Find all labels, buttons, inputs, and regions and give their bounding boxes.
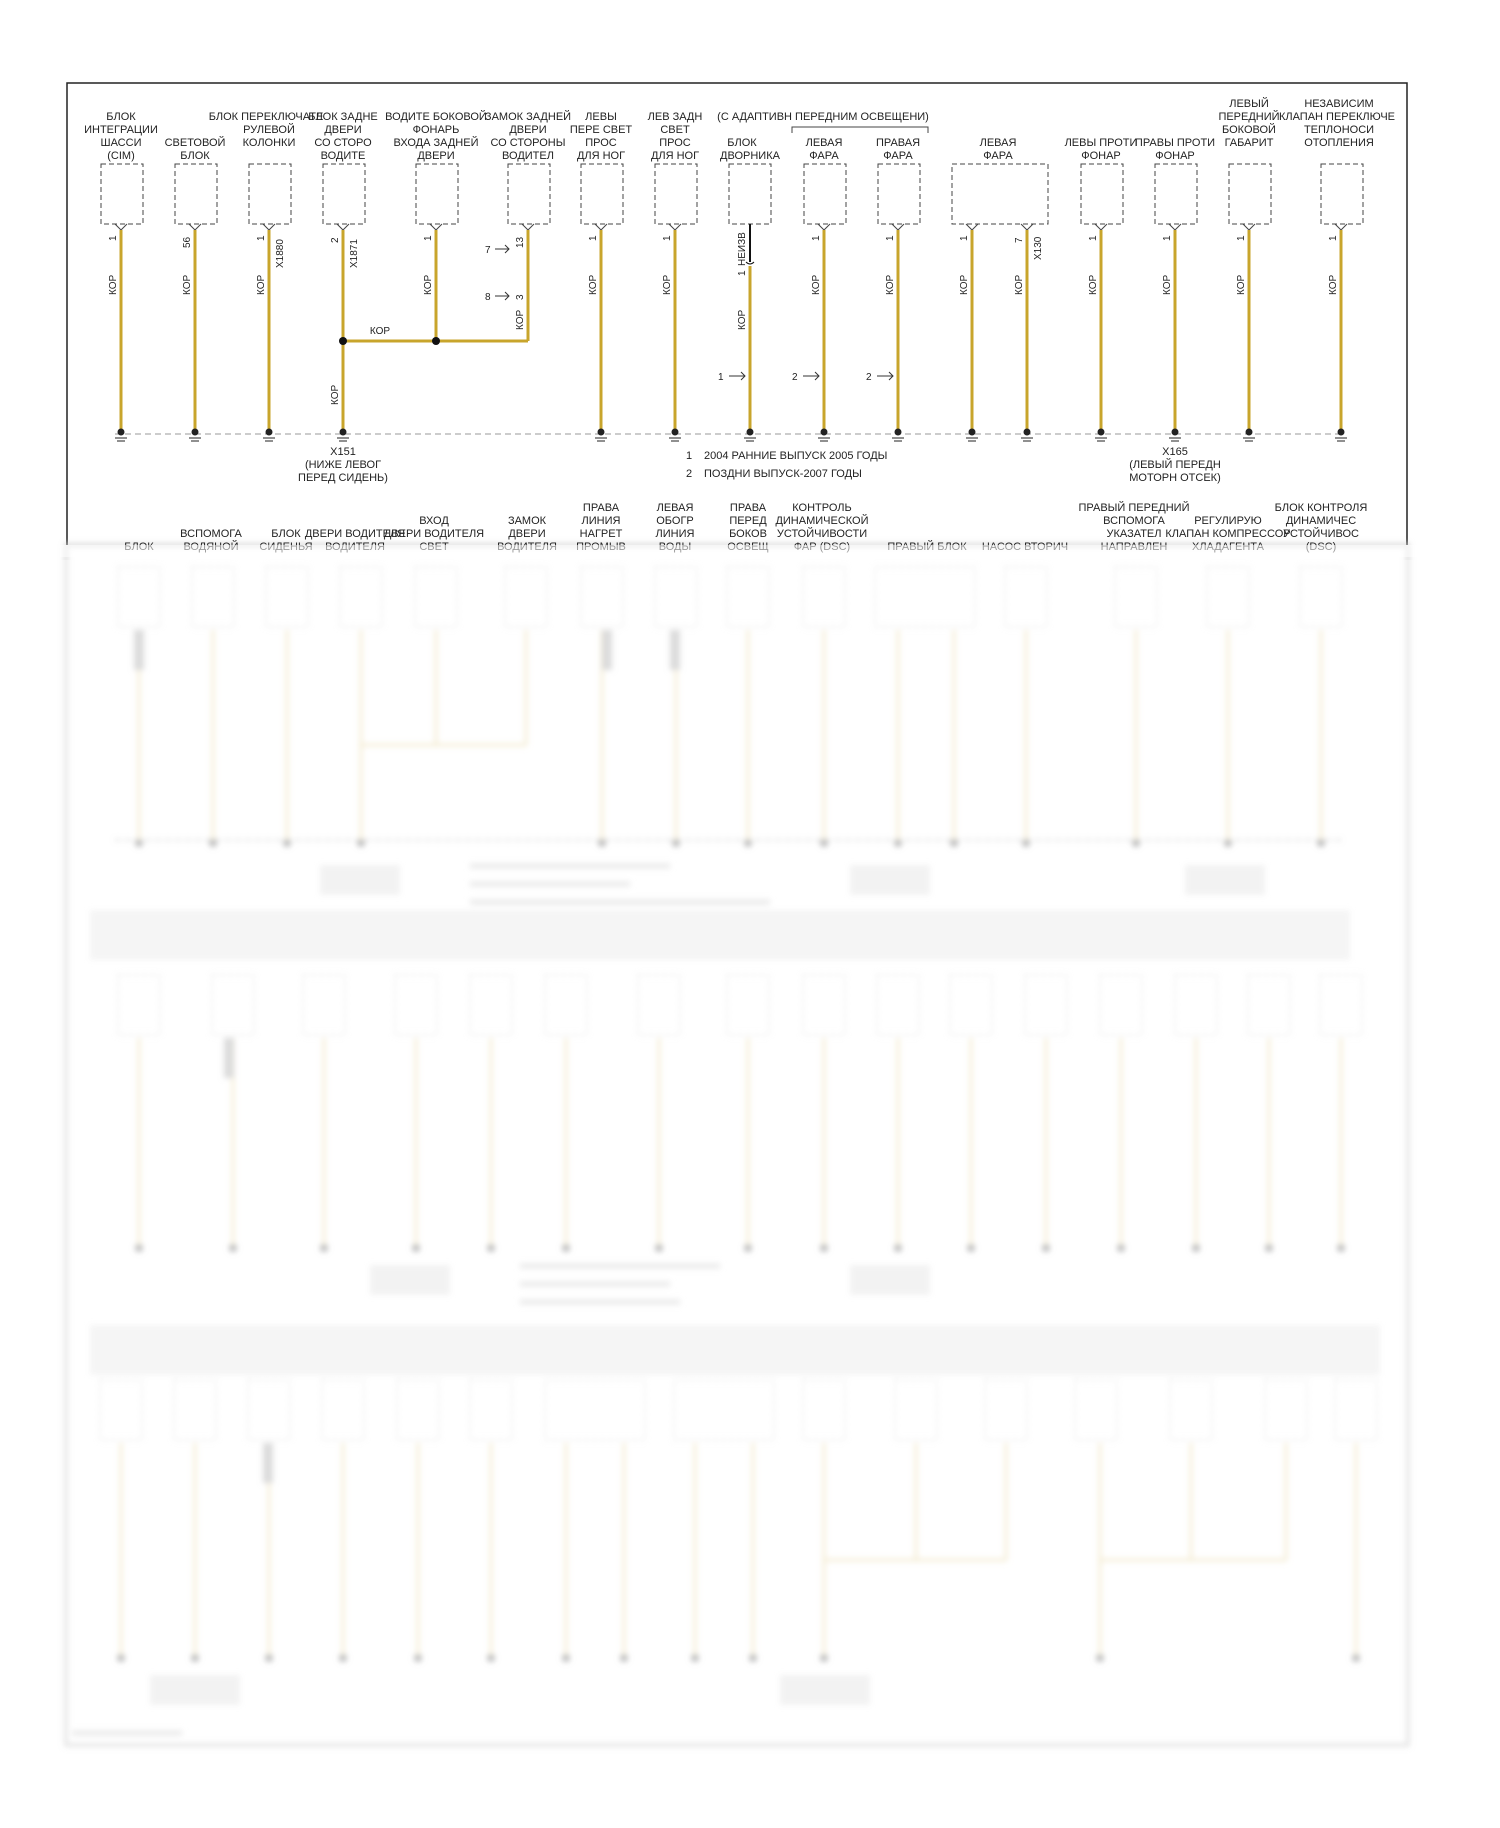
label: ДВЕРИ [417, 150, 455, 162]
label: ВХОД [419, 515, 449, 527]
label: ДЛЯ НОГ [650, 150, 700, 162]
wire-color-label: КОР [662, 274, 673, 295]
component-right-headlamp [866, 137, 920, 430]
ground-icon [337, 429, 349, 441]
label: ГАБАРИТ [1224, 137, 1274, 149]
pin-label: 1 [423, 235, 434, 241]
component-steering-switch [209, 111, 324, 430]
component-box [1229, 164, 1271, 224]
label: БЛОК [180, 150, 210, 162]
ground-icon [1335, 429, 1347, 441]
label: НАГРЕТ [579, 528, 623, 540]
ground-x165-location: (ЛЕВЫЙ ПЕРЕДН [1129, 459, 1221, 471]
wire-color-label: КОР [369, 326, 391, 337]
label: ДВЕРИ [509, 124, 547, 136]
ground-icon [1243, 429, 1255, 441]
label: ПЕРЕД [729, 515, 767, 527]
label: ЛЕВАЯ [805, 137, 843, 149]
label: ЛЕВЫЙ [1229, 98, 1269, 110]
label: ДВЕРИ [324, 124, 362, 136]
pin-label: 3 [515, 294, 526, 300]
header-bracket [792, 127, 928, 133]
note-number: 2 [686, 468, 693, 480]
label: ЛЕВЫ ПРОТИ [1064, 137, 1138, 149]
label: ДВЕРИ ВОДИТЕЛЯ [383, 528, 485, 540]
component-side-lamp [385, 110, 487, 341]
arrow-icon [495, 245, 509, 253]
component-left-fog-lamp [1065, 137, 1138, 430]
arrow-icon [877, 372, 893, 380]
wire-color-label: КОР [423, 274, 434, 295]
connector-label: X1871 [349, 239, 360, 268]
label: БОКОВОЙ [1222, 124, 1276, 136]
ground-x151-location: (НИЖЕ ЛЕВОГ [304, 459, 382, 471]
component-box [878, 164, 920, 224]
pin-label: 1 [1328, 235, 1339, 241]
ground-icon [1021, 429, 1033, 441]
splice-junction [339, 326, 528, 345]
connector-label: X1880 [275, 239, 286, 268]
label: ЗАМОК ЗАДНЕЙ [484, 111, 572, 123]
label: ШАССИ [100, 137, 142, 149]
component-rear-lock [485, 110, 571, 341]
wire-color-label: КОР [108, 274, 119, 295]
label: СО СТОРОНЫ [490, 137, 566, 149]
note-marker: 8 [485, 292, 491, 303]
label: КЛАПАН ПЕРЕКЛЮЧЕ [1278, 111, 1396, 123]
connector-label: X130 [1033, 236, 1044, 260]
label: УКАЗАТЕЛ [1106, 528, 1162, 540]
pin-label: 2 [330, 237, 341, 243]
component-box [508, 164, 550, 224]
note-text: 2004 РАННИЕ ВЫПУСК 2005 ГОДЫ [704, 450, 888, 462]
label: ИНТЕГРАЦИИ [84, 124, 158, 136]
component-heater-valve [1279, 98, 1395, 430]
label: ДВЕРИ [508, 528, 546, 540]
label: ВОДИТЕ БОКОВОЙ [385, 111, 487, 123]
pin-chevron [1021, 224, 1033, 230]
component-wiper-block [718, 137, 781, 430]
ground-icon [818, 429, 830, 441]
pin-label: 1 [959, 235, 970, 241]
ground-x165-location: МОТОРН ОТСЕК) [1129, 472, 1221, 484]
label: ЗАМОК [507, 515, 547, 527]
pin-label: 1 [256, 235, 267, 241]
pin-label: 1 [1162, 235, 1173, 241]
ground-icon [189, 429, 201, 441]
label: КЛАПАН КОМПРЕССОР [1165, 528, 1291, 540]
ground-x165-label: X165 [1162, 446, 1188, 458]
component-left-foot-light [570, 111, 633, 430]
component-left-headlamp-2 [952, 137, 1048, 430]
note-marker: 7 [485, 245, 491, 256]
component-box [101, 164, 143, 224]
label: ЛИНИЯ [655, 528, 695, 540]
splice-dot [432, 337, 440, 345]
label: ПРАВЫЙ ПЕРЕДНИЙ [1078, 502, 1190, 514]
component-box [323, 164, 365, 224]
label: БЛОК ЗАДНЕ [308, 111, 378, 123]
label: ФОНАР [1081, 150, 1121, 162]
ground-x151-location: ПЕРЕД СИДЕНЬ) [298, 472, 388, 484]
note-marker: 2 [866, 372, 872, 383]
label: НЕЗАВИСИМ [1304, 98, 1374, 110]
label: ОБОГР [656, 515, 694, 527]
pin-chevron [1095, 224, 1107, 230]
label: БЛОК [727, 137, 757, 149]
label: РЕГУЛИРУЮ [1194, 515, 1262, 527]
pin-chevron [818, 224, 830, 230]
arrow-icon [495, 292, 509, 300]
note-text: ПОЗДНИ ВЫПУСК-2007 ГОДЫ [704, 468, 862, 480]
wire-color-label: КОР [1162, 274, 1173, 295]
wire-color-label: КОР [330, 384, 341, 405]
label: БЛОК ПЕРЕКЛЮЧАТЕ [208, 111, 324, 123]
note-number: 1 [686, 450, 693, 462]
label: ПРАВА [729, 502, 767, 514]
component-box [416, 164, 458, 224]
label: (CIM) [107, 150, 135, 162]
pin-chevron [263, 224, 275, 230]
splice-dot [339, 337, 347, 345]
pin-label: 1 [1236, 235, 1247, 241]
pin-chevron [669, 224, 681, 230]
ground-symbols [115, 429, 1347, 441]
label: ПРОС [585, 137, 617, 149]
ground-icon [1169, 429, 1181, 441]
ground-icon [669, 429, 681, 441]
pin-label: 56 [182, 236, 193, 248]
ground-icon [1095, 429, 1107, 441]
wire-color-label: КОР [1088, 274, 1099, 295]
note-marker: 1 [718, 372, 724, 383]
pin-chevron [337, 224, 349, 230]
component-box [655, 164, 697, 224]
pin-label: 7 [1014, 237, 1025, 243]
pin-label: 1 [108, 235, 119, 241]
label: ТЕПЛОНОСИ [1303, 124, 1375, 136]
component-box [249, 164, 291, 224]
wire-color-label: КОР [959, 274, 970, 295]
pin-label: 1 [1088, 235, 1099, 241]
label: ОТОПЛЕНИЯ [1304, 137, 1374, 149]
component-box [581, 164, 623, 224]
wire-color-label: КОР [885, 274, 896, 295]
label: ФОНАРЬ [412, 124, 460, 136]
label: ПРАВЫ ПРОТИ [1134, 137, 1216, 149]
pin-label: 1 [885, 235, 896, 241]
pin-chevron [115, 224, 127, 230]
wire-color-label: КОР [515, 309, 526, 330]
pin-label: 13 [515, 236, 526, 248]
wire-color-label: КОР [1236, 274, 1247, 295]
arrow-icon [803, 372, 819, 380]
label: БЛОК КОНТРОЛЯ [1274, 502, 1368, 514]
washout-overlay [60, 560, 1420, 1760]
pin-label: 1 [662, 235, 673, 241]
pin-chevron [892, 224, 904, 230]
pin-chevron [1243, 224, 1255, 230]
wire-color-label: КОР [182, 274, 193, 295]
pin-label: 1 [588, 235, 599, 241]
label: СВЕТОВОЙ [164, 137, 226, 149]
label: ВХОДА ЗАДНЕЙ [393, 137, 479, 149]
label: ЛЕВЫ [585, 111, 617, 123]
component-box [1081, 164, 1123, 224]
label: УСТОЙЧИВОС [1283, 528, 1359, 540]
adaptive-header: (С АДАПТИВН ПЕРЕДНИМ ОСВЕЩЕНИ) [717, 111, 929, 123]
component-box [804, 164, 846, 224]
label: ПРАВАЯ [875, 137, 921, 149]
pin-chevron [595, 224, 607, 230]
component-light-block [165, 136, 226, 430]
label: ЛИНИЯ [581, 515, 621, 527]
label: ФОНАР [1155, 150, 1195, 162]
label: ВОДИТЕЛ [502, 150, 554, 162]
label: ПЕРЕ СВЕТ [569, 124, 633, 136]
label: ДИНАМИЧЕСКОЙ [775, 515, 869, 527]
component-box [1321, 164, 1363, 224]
label: ВОДИТЕ [320, 150, 366, 162]
label: ЛЕВАЯ [656, 502, 694, 514]
wire-color-label: НЕИЗВ [737, 232, 748, 266]
ground-icon [263, 429, 275, 441]
label: СО СТОРО [314, 137, 372, 149]
ground-icon [966, 429, 978, 441]
pin-chevron [430, 224, 442, 230]
ground-x151-label: X151 [330, 446, 356, 458]
label: ПРОС [659, 137, 691, 149]
ground-icon [595, 429, 607, 441]
wire-color-label: КОР [256, 274, 267, 295]
label: ВСПОМОГА [1103, 515, 1165, 527]
component-left-side-marker [1218, 97, 1279, 430]
label: ДЛЯ НОГ [576, 150, 626, 162]
label: ДВЕРИ ВОДИТЕЛЯ [304, 528, 406, 540]
pin-chevron [1169, 224, 1181, 230]
label: КОЛОНКИ [242, 137, 296, 149]
label: ФАРА [983, 150, 1013, 162]
label: ЛЕВАЯ [979, 137, 1017, 149]
label: РУЛЕВОЙ [243, 124, 295, 136]
wire-color-label: КОР [1014, 274, 1025, 295]
label: СВЕТ [660, 124, 690, 136]
label: БОКОВ [729, 528, 767, 540]
label: ПРАВА [582, 502, 620, 514]
component-left-headlamp [792, 137, 846, 430]
label: ПЕРЕДНИЙ [1218, 111, 1280, 123]
wire-color-label: КОР [737, 309, 748, 330]
label: БЛОК [106, 111, 136, 123]
component-left-rear-foot-light [648, 111, 703, 430]
label: ЛЕВ ЗАДН [647, 111, 703, 123]
label: ДИНАМИЧЕС [1285, 515, 1357, 527]
component-rear-door-block [308, 111, 378, 430]
pin-chevron [1335, 224, 1347, 230]
component-box [175, 164, 217, 224]
pin-chevron [522, 224, 534, 230]
wire-color-label: КОР [811, 274, 822, 295]
note-marker: 2 [792, 372, 798, 383]
component-box [952, 164, 1048, 224]
pin-chevron [966, 224, 978, 230]
arrow-icon [729, 372, 745, 380]
ground-icon [115, 429, 127, 441]
label: ДВОРНИКА [720, 150, 780, 162]
label: ВСПОМОГА [180, 528, 242, 540]
label: ФАРА [883, 150, 913, 162]
fade-overlay [60, 545, 1420, 557]
component-right-fog-lamp [1135, 137, 1215, 430]
ground-icon [892, 429, 904, 441]
pin-label: 1 [811, 235, 822, 241]
component-box [729, 164, 771, 224]
ground-icon [744, 429, 756, 441]
component-cim [84, 111, 158, 430]
label: БЛОК [271, 528, 301, 540]
pin-chevron [189, 224, 201, 230]
wire-color-label: КОР [1328, 274, 1339, 295]
pin-label: 1 [737, 270, 748, 276]
component-box [1155, 164, 1197, 224]
label: КОНТРОЛЬ [792, 502, 852, 514]
wire-color-label: КОР [588, 274, 599, 295]
label: УСТОЙЧИВОСТИ [776, 528, 868, 540]
label: ФАРА [809, 150, 839, 162]
